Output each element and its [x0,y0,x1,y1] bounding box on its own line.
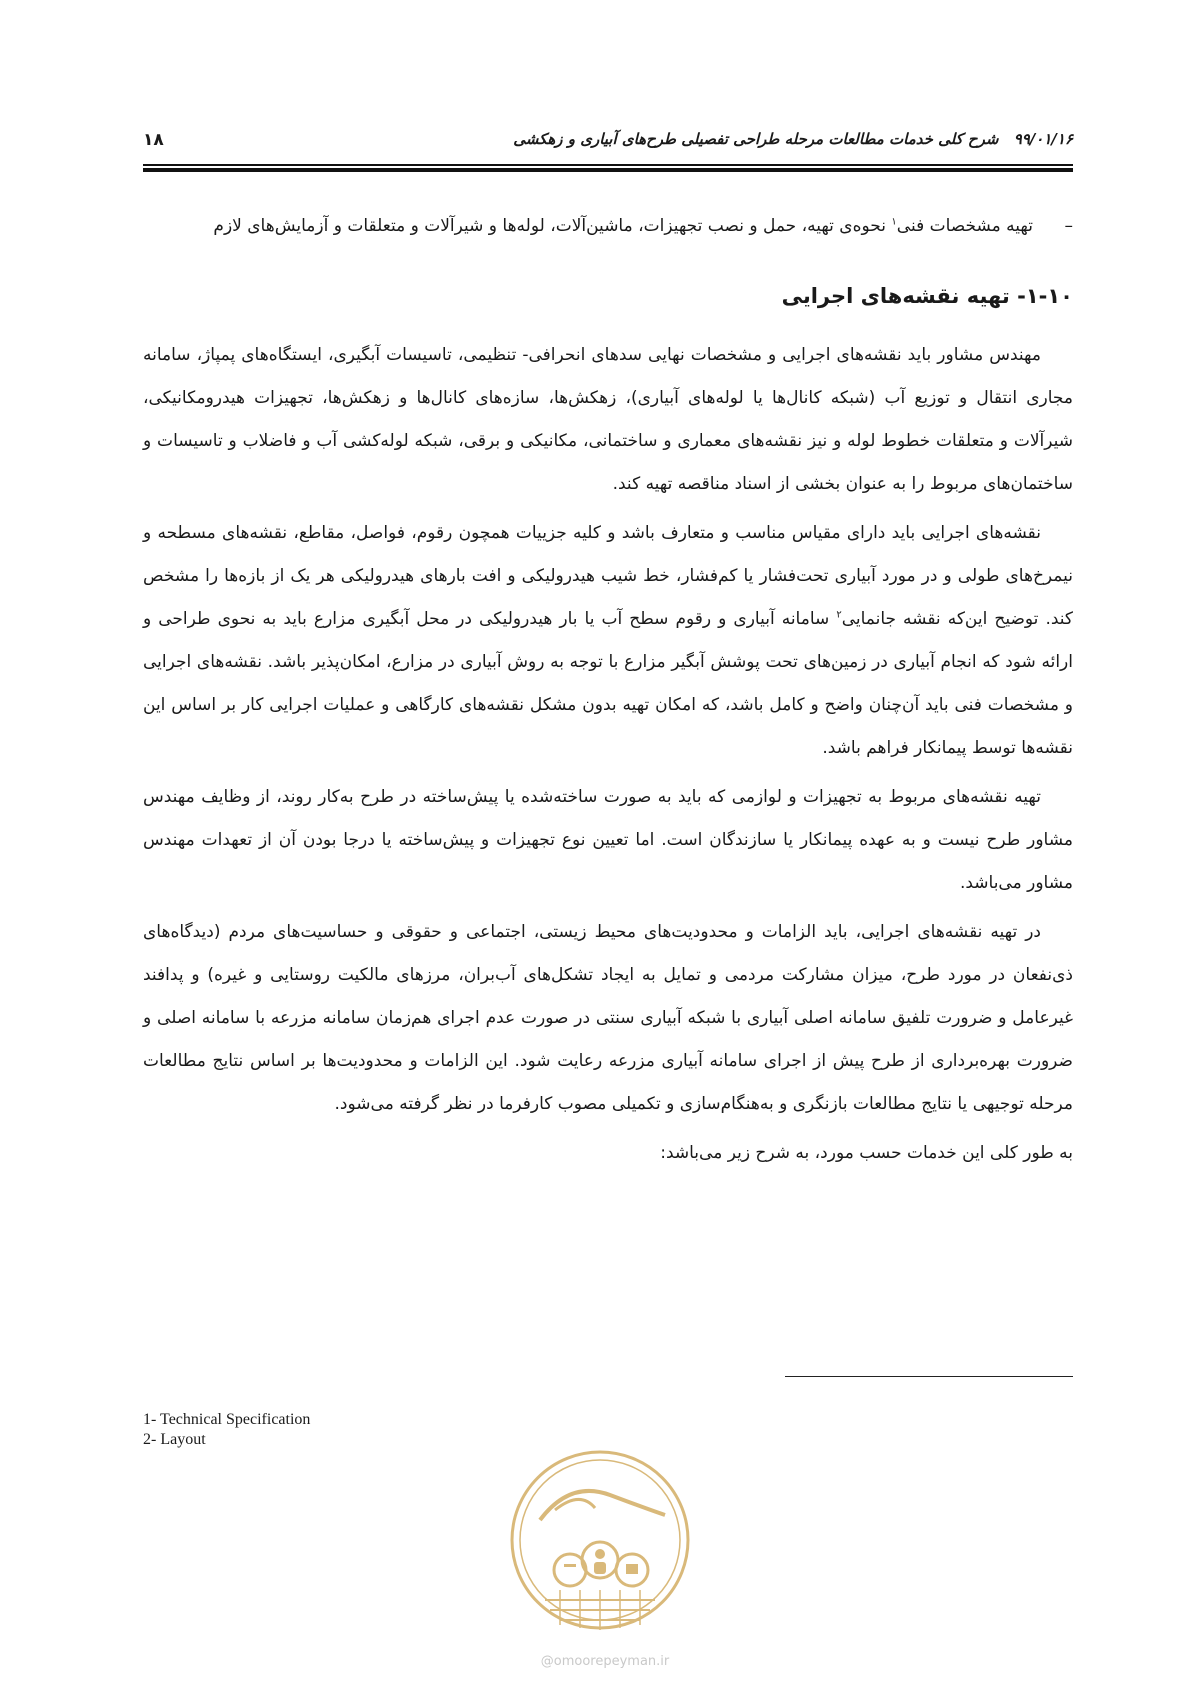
header-rule-thin [143,164,1073,166]
footnote-separator [785,1376,1073,1377]
footnotes [143,1410,310,1450]
paragraph-2-part-a: نقشه‌های اجرایی باید دارای مقیاس مناسب و متعارف باشد و کلیه جزییات همچون رقوم، فواصل، مقاطع، نقشه‌های مسطحه و نیمرخ‌های طولی و در مورد آبیاری تحت‌فشار یا کم‌فشار، خط شیب هیدرولیکی و افت بارهای هیدرولیکی هر یک از بازه‌ها را مشخص کند. توضیح این‌که نقشه جانمایی [143,523,1073,629]
paragraph-5: به طور کلی این خدمات حسب مورد، به شرح زیر می‌باشد: [660,1143,1073,1163]
paragraph-4: در تهیه نقشه‌های اجرایی، باید الزامات و محدودیت‌های محیط زیستی، اجتماعی و حقوقی و حساسیت‌های مردم (دیدگاه‌های ذی‌نفعان در مورد طرح، میزان مشارکت مردمی و تمایل به ایجاد تشکل‌های آب‌بران، مرزهای مالکیت روستایی و غیره) و پدافند غیرعامل و ضرورت تلفیق سامانه اصلی آبیاری با شبکه آبیاری سنتی در صورت عدم اجرای هم‌زمان سامانه مزرعه با سامانه اصلی و ضرورت بهره‌برداری از طرح پیش از اجرای سامانه آبیاری مزرعه رعایت شود. این الزامات و محدودیت‌ها بر اساس نتایج مطالعات مرحله توجیهی یا نتایج مطالعات بازنگری و به‌هنگام‌سازی و تکمیلی مصوب کارفرما در نظر گرفته می‌شود. [143,922,1073,1114]
paragraph-3: تهیه نقشه‌های مربوط به تجهیزات و لوازمی که باید به صورت ساخته‌شده یا پیش‌ساخته در طرح به‌کار روند، از وظایف مهندس مشاور طرح نیست و به عهده پیمانکار یا سازندگان است. اما تعیین نوع تجهیزات و پیش‌ساخته یا درجا بودن آن از تعهدات مهندس مشاور می‌باشد. [143,787,1073,893]
watermark-seal-icon [500,1440,700,1640]
page-number: ۱۸ [143,130,164,150]
section-heading: ۱-۱۰- تهیه نقشه‌های اجرایی [781,284,1073,308]
paragraph-2-part-b: سامانه آبیاری و رقوم سطح آب یا بار هیدرولیکی در محل آبگیری مزارع باید به نحوی طراحی و ارائه شود که انجام آبیاری در زمین‌های تحت پوشش آبگیر مزارع با توجه به روش آبیاری در مزارع، امکان‌پذیر باشد. نقشه‌های اجرایی و مشخصات فنی باید آن‌چنان واضح و کامل باشد، که امکان تهیه بدون مشکل نقشه‌های کارگاهی و عملیات اجرایی کار بر اساس این نقشه‌ها توسط پیمانکار فراهم باشد. [143,609,1073,758]
header-date: ۹۹/۰۱/۱۶ [1013,130,1073,148]
header-title: شرح کلی خدمات مطالعات مرحله طراحی تفصیلی طرح‌های آبیاری و زهکشی [513,130,999,148]
header-rule-thick [143,168,1073,172]
footnote-ref-2: ۲ [836,609,842,621]
footnote-2: 2- Layout [143,1431,206,1448]
footnote-1: 1- Technical Specification [143,1411,311,1428]
bullet-text-1: تهیه مشخصات فنی [896,216,1033,236]
page-header [143,128,1073,162]
bullet-dash: – [1064,216,1073,236]
watermark-url: @omoorepeyman.ir [540,1654,670,1669]
running-title [513,130,1073,148]
bullet-item [143,205,1073,248]
paragraph-1: مهندس مشاور باید نقشه‌های اجرایی و مشخصات نهایی سدهای انحرافی- تنظیمی، تاسیسات آبگیری، ایستگاه‌های پمپاژ، سامانه مجاری انتقال و توزیع آب (شبکه کانال‌ها یا لوله‌های آبیاری)، زهکش‌ها، سازه‌های کانال‌ها و زهکش‌ها، تجهیزات هیدرومکانیکی، شیرآلات و متعلقات خطوط لوله و نیز نقشه‌های معماری و ساختمانی، مکانیکی و برقی، شبکه لوله‌کشی آب و فاضلاب و تاسیسات و ساختمان‌های مربوط را به عنوان بخشی از اسناد مناقصه تهیه کند. [143,345,1073,494]
document-body [143,205,1073,1175]
paragraph-2 [143,512,1073,770]
footnote-ref-1: ۱ [891,216,897,228]
bullet-text-2: نحوه‌ی تهیه، حمل و نصب تجهیزات، ماشین‌آلات، لوله‌ها و شیرآلات و متعلقات و آزمایش‌های لازم [213,216,892,236]
